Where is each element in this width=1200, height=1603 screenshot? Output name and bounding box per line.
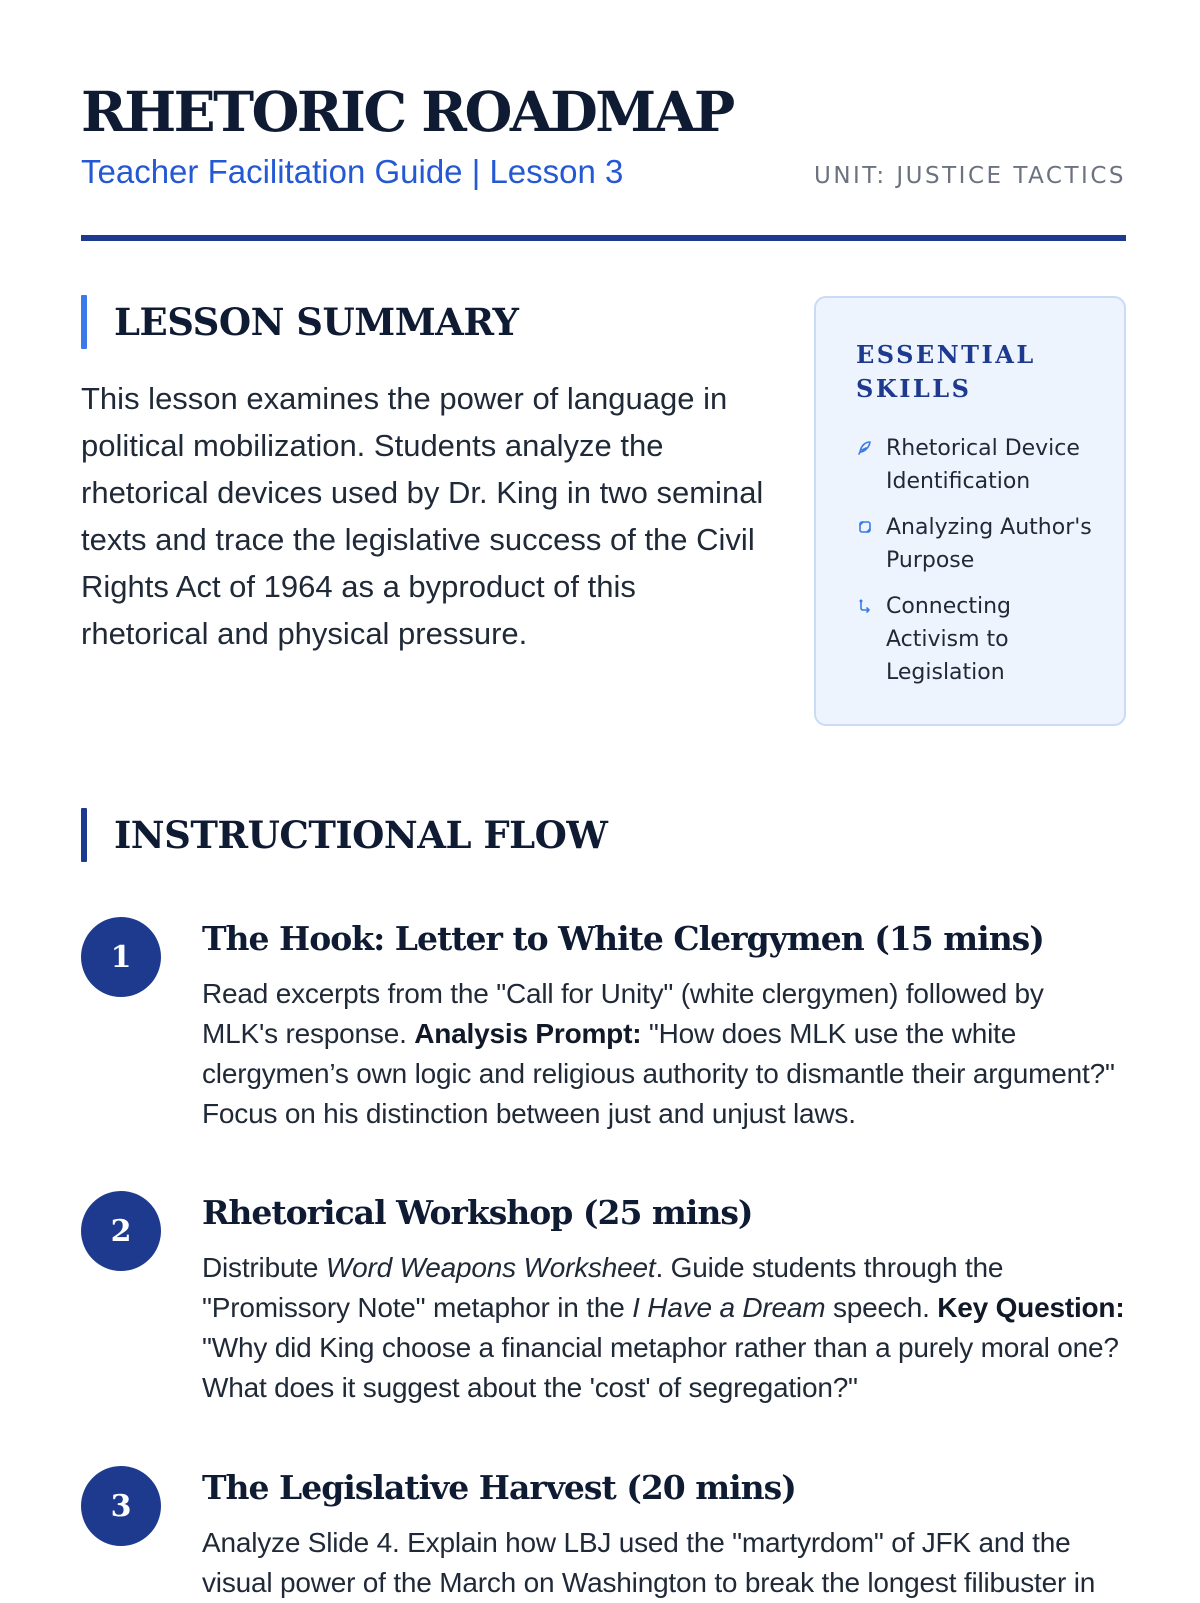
step-body xyxy=(202,917,1126,1134)
lesson-summary-title: LESSON SUMMARY xyxy=(114,300,519,344)
lesson-summary-heading xyxy=(81,295,518,349)
page-title: RHETORIC ROADMAP xyxy=(81,79,733,144)
essential-skills-title: ESSENTIAL SKILLS xyxy=(856,340,1036,403)
section-accent-bar xyxy=(81,808,87,862)
skill-item xyxy=(856,511,1100,577)
unit-label: UNIT: JUSTICE TACTICS xyxy=(813,163,1126,189)
text-run: . Guide students through the "Promissory Note" metaphor in the xyxy=(202,1252,1004,1323)
skill-item xyxy=(856,590,1100,689)
step-title: The Hook: Letter to White Clergymen (15 mins) xyxy=(202,919,1044,958)
text-run: Read excerpts from the "Call for Unity" (white clergymen) followed by MLK's response. xyxy=(202,978,1044,1049)
text-run: Distribute xyxy=(202,1252,326,1283)
feather-icon xyxy=(856,439,874,457)
step-body xyxy=(202,1466,1126,1603)
skill-label: Connecting Activism to Legislation xyxy=(886,594,1011,685)
text-run: "How does MLK use the white clergymen’s own logic and religious authority to dismantle their argument?" Focus on his distinction between just and unjust laws. xyxy=(202,1018,1115,1129)
step-number-badge: 1 xyxy=(81,917,161,997)
page-header xyxy=(81,80,1126,243)
instructional-flow-heading xyxy=(81,808,607,862)
step-number-badge: 2 xyxy=(81,1191,161,1271)
text-run: "Why did King choose a financial metaphor rather than a purely moral one? What does it suggest about the 'cost' of segregation?" xyxy=(202,1332,1119,1403)
skills-list xyxy=(856,432,1100,689)
step-description xyxy=(202,1523,1126,1603)
skill-item xyxy=(856,432,1100,498)
step-number-badge: 3 xyxy=(81,1466,161,1546)
step-description xyxy=(202,974,1126,1134)
emphasis-label: Key Question: xyxy=(937,1292,1125,1323)
skill-label: Analyzing Author's Purpose xyxy=(886,515,1092,573)
text-run: Analyze Slide 4. Explain how LBJ used the "martyrdom" of JFK and the visual power of the March on Washington to break the longest filibuster in xyxy=(202,1527,1096,1598)
text-run: speech. xyxy=(825,1292,938,1323)
lesson-page xyxy=(81,0,1126,1600)
step-title: The Legislative Harvest (20 mins) xyxy=(202,1468,796,1507)
essential-skills-card xyxy=(814,296,1126,726)
step-title: Rhetorical Workshop (25 mins) xyxy=(202,1193,753,1232)
title-reference: I Have a Dream xyxy=(632,1292,826,1323)
step-body xyxy=(202,1191,1126,1408)
instructional-flow-title: INSTRUCTIONAL FLOW xyxy=(114,813,608,857)
target-icon xyxy=(856,518,874,536)
page-subtitle: Teacher Facilitation Guide | Lesson 3 xyxy=(81,153,624,190)
emphasis-label: Analysis Prompt: xyxy=(414,1018,642,1049)
link-icon xyxy=(856,597,874,615)
title-reference: Word Weapons Worksheet xyxy=(325,1252,656,1283)
header-divider xyxy=(81,235,1126,241)
lesson-summary-text: This lesson examines the power of language in political mobilization. Students analyze the rhetorical devices used by Dr. King in two seminal texts and trace the legislative success of the Civil Rights Act of 1964 as a byproduct of this rhetorical and physical pressure. xyxy=(81,381,764,651)
skill-label: Rhetorical Device Identification xyxy=(886,436,1080,494)
section-accent-bar xyxy=(81,295,87,349)
step-description xyxy=(202,1248,1126,1408)
